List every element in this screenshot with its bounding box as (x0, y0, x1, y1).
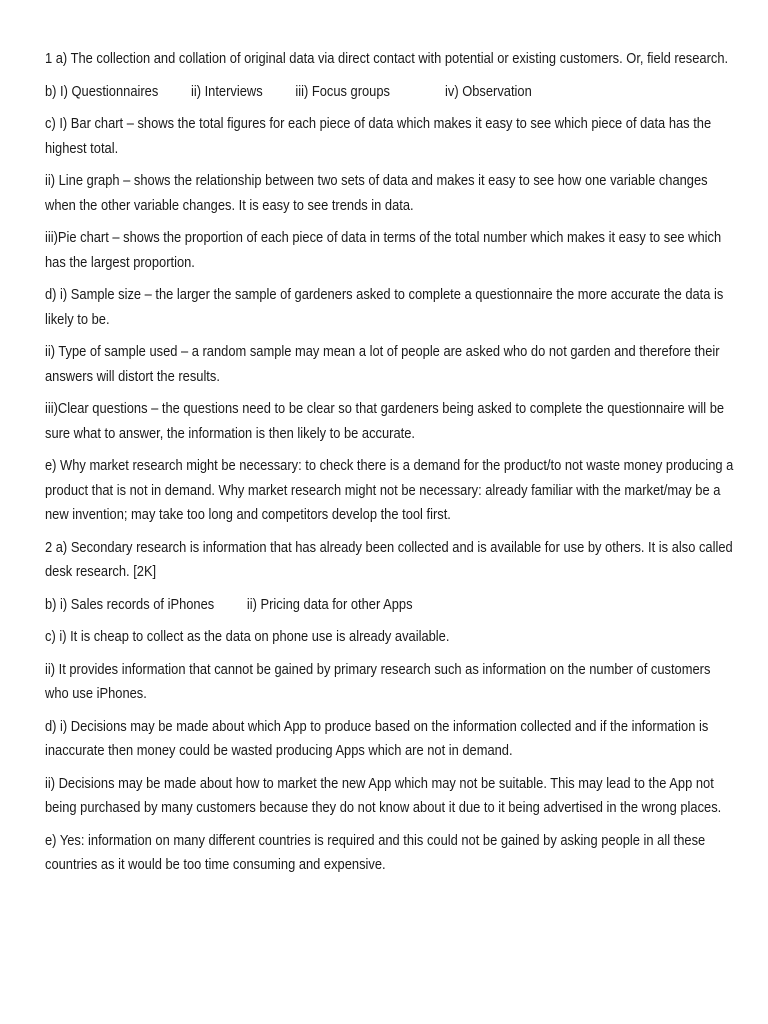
q1-b-item-i: b) I) Questionnaires (45, 82, 159, 100)
q1-b-item-iii: iii) Focus groups (295, 82, 390, 100)
answer-document (45, 47, 735, 886)
q1-a-text: 1 a) The collection and collation of original data via direct contact with potential or existing customers. Or, field research. (45, 50, 729, 67)
q1-d-i-text: d) i) Sample size – the larger the sample of gardeners asked to complete a questionnaire the more accurate the data is likely to be. (45, 286, 724, 328)
q1-d-ii-text: ii) Type of sample used – a random sample may mean a lot of people are asked who do not garden and therefore their answers will distort the results. (45, 343, 720, 385)
q1-b-item-iv: iv) Observation (445, 82, 532, 100)
q1-b-item-ii: ii) Interviews (190, 82, 263, 100)
q2-a-text: 2 a) Secondary research is information that has already been collected and is available for use by others. It is also called desk research. [2K] (45, 538, 733, 580)
q2-b-item-i: b) i) Sales records of iPhones (45, 595, 215, 613)
q2-d-i-text: d) i) Decisions may be made about which App to produce based on the information collected and if the information is inaccurate then money could be wasted producing Apps which are not in demand. (45, 717, 709, 759)
q2-c-ii-text: ii) It provides information that cannot be gained by primary research such as information on the number of customers who use iPhones. (45, 660, 711, 702)
q2-d-ii-text: ii) Decisions may be made about how to market the new App which may not be suitable. This may lead to the App not being purchased by many customers because they do not know about it due to it being advertised in the wrong places. (45, 774, 722, 816)
q1-c-iii-text: iii)Pie chart – shows the proportion of each piece of data in terms of the total number which makes it easy to see which has the largest proportion. (45, 229, 722, 271)
q2-e-text: e) Yes: information on many different countries is required and this could not be gained by asking people in all these countries as it would be too time consuming and expensive. (45, 831, 706, 873)
q1-b-list (45, 80, 735, 105)
q2-b-item-ii: ii) Pricing data for other Apps (246, 595, 413, 613)
q1-d-iii-text: iii)Clear questions – the questions need to be clear so that gardeners being asked to complete the questionnaire will be sure what to answer, the information is then likely to be accurate. (45, 400, 725, 442)
q2-b-list (45, 593, 735, 618)
q1-c-i-text: c) I) Bar chart – shows the total figures for each piece of data which makes it easy to see which piece of data has the highest total. (45, 115, 712, 157)
q1-c-ii-text: ii) Line graph – shows the relationship between two sets of data and makes it easy to see how one variable changes when the other variable changes. It is easy to see trends in data. (45, 172, 708, 214)
q2-c-i-text: c) i) It is cheap to collect as the data on phone use is already available. (45, 628, 450, 645)
q1-e-text: e) Why market research might be necessary: to check there is a demand for the product/to not waste money producing a product that is not in demand. Why market research might not be necessary: already familiar with the market/may be a new invention; may take too long and competitors develop the tool first. (45, 457, 734, 523)
